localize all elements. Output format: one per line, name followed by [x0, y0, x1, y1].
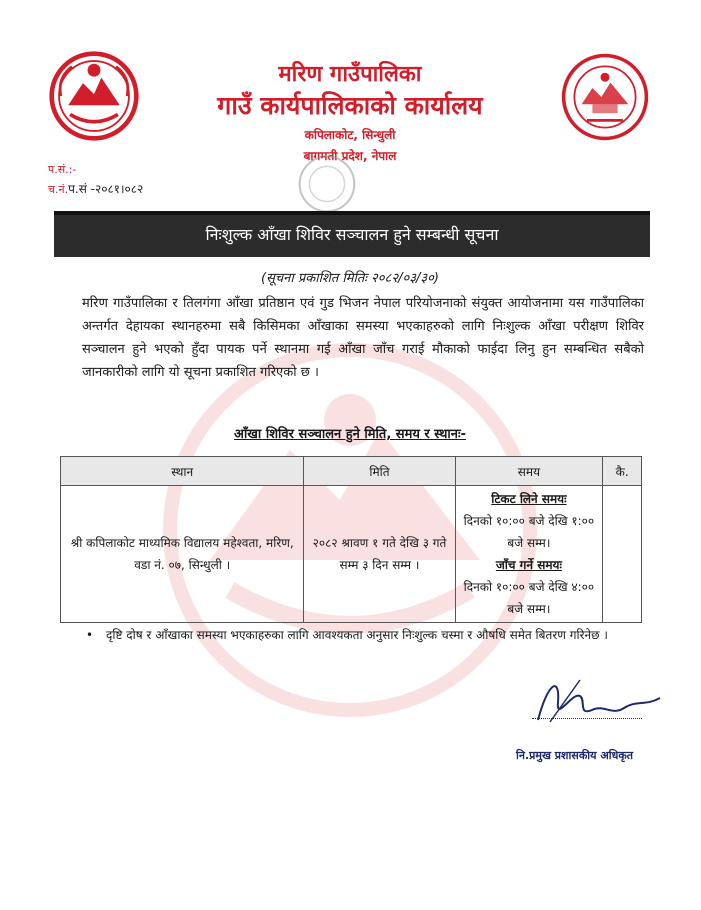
office-location: कपिलाकोट, सिन्धुली [304, 128, 396, 142]
office-stamp-icon [288, 150, 366, 214]
published-date: (सूचना प्रकाशित मितिः २०८२/०३/३०) [261, 271, 439, 286]
dispatch-value: प.सं -२०८१।०८२ [68, 182, 144, 196]
nepal-emblem-icon [48, 50, 140, 142]
bullet-note [86, 624, 646, 646]
ticket-time: दिनको १०:०० बजे देखि १:०० बजे सम्म। [463, 514, 595, 550]
office-name: गाउँ कार्यपालिकाको कार्यालय [217, 91, 483, 120]
bullet-text: दृष्टि दोष र आँखाका समस्या भएकाहरुका लागि आवश्यकता अनुसार निःशुल्क चस्मा र औषधि समेत बितरण गरिनेछ । [106, 628, 608, 642]
dispatch-number [48, 180, 143, 197]
schedule-table [60, 456, 642, 623]
signature-mark [520, 672, 670, 742]
signature-line [532, 718, 642, 719]
bullet-icon: • [86, 628, 94, 642]
cell-place: श्री कपिलाकोट माध्यमिक विद्यालय महेश्वता, मरिण, वडा नं. ०७, सिन्धुली । [61, 486, 304, 623]
notice-body: मरिण गाउँपालिका र तिलगंगा आँखा प्रतिष्ठान एवं गुड भिजन नेपाल परियोजनाको संयुक्त आयोजनामा यस गाउँपालिका अन्तर्गत देहायका स्थानहरुमा सबै किसिमका आँखाका समस्या भएकाहरुको लागि निःशुल्क आँखा परीक्षण शिविर सञ्चालन हुने भएको हुँदा पायक पर्ने स्थानमा गई आँखा जाँच गराई मौकाको फाईदा लिनु हुन सम्बन्धित सबैको जानकारीको लागि यो सूचना प्रकाशित गरिएको छ । [82, 296, 644, 380]
schedule-heading: आँखा शिविर सञ्चालन हुने मिति, समय र स्थानः- [234, 427, 466, 442]
header-date: मिति [304, 457, 455, 486]
cell-time [455, 486, 603, 623]
table-header-row [61, 457, 642, 486]
exam-time-title: जाँच गर्ने समयः [495, 558, 562, 572]
signer-title: नि.प्रमुख प्रशासकीय अधिकृत [516, 749, 634, 762]
office-province: बागमती प्रदेश, नेपाल [303, 149, 397, 163]
ticket-time-title: टिकट लिने समयः [491, 492, 567, 506]
letter-number-label: प.सं.:- [48, 163, 77, 176]
table-row [61, 486, 642, 623]
header-remark: कै. [603, 457, 642, 486]
cell-remark [603, 486, 642, 623]
cell-date: २०८२ श्रावण १ गते देखि ३ गते सम्म ३ दिन सम्म । [304, 486, 455, 623]
municipality-seal-icon [560, 52, 650, 142]
header-time: समय [455, 457, 603, 486]
header-place: स्थान [61, 457, 304, 486]
dispatch-label: च.नं. [48, 183, 69, 196]
municipality-name: मरिण गाउँपालिका [278, 62, 422, 87]
notice-title-banner: निःशुल्क आँखा शिविर सञ्चालन हुने सम्बन्धी सूचना [54, 211, 650, 257]
exam-time: दिनको १०:०० बजे देखि ४:०० बजे सम्म। [463, 580, 595, 616]
